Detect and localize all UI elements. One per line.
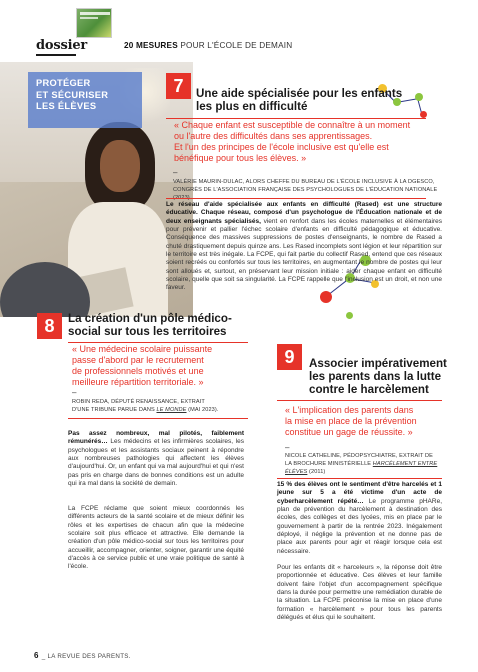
quote-credit-7: VALÉRIE MAURIN-DULAC, ALORS CHEFFE DU BUREAU DE L'ÉCOLE INCLUSIVE À LA DGESCO, CONGRÈS DE L'ASSOCIATION FRANÇAISE DES PSYCHOLOGUES DE L'ÉDUCATION NATIONALE: [173, 179, 438, 193]
banner-line-1: PROTÉGER: [36, 78, 91, 88]
page-header: [0, 0, 478, 60]
section-number-7: 7: [166, 73, 191, 99]
section-number-9: 9: [277, 344, 302, 370]
section-number-8: 8: [37, 313, 62, 339]
publication-name: _ LA REVUE DES PARENTS.: [41, 653, 131, 660]
quote-dash: –: [173, 168, 178, 177]
quote-dash: –: [72, 388, 77, 397]
quote-divider: [277, 400, 442, 401]
magazine-cover-thumbnail-icon: [76, 8, 112, 38]
quote-credit-8: ROBIN REDA, DÉPUTÉ RENAISSANCE, EXTRAIT D'UNE TRIBUNE PARUE DANS LE MONDE (MAI 2023).: [72, 399, 219, 413]
section-label: dossier: [36, 38, 88, 53]
banner-line-2: ET SÉCURISER: [36, 89, 109, 100]
quote-credit-9: NICOLE CATHELINE, PÉDOPSYCHIATRE, EXTRAIT DE LA BROCHURE MINISTÉRIELLE HARCÈLEMENT ENTRE ÉLÈVES (2011): [285, 453, 438, 475]
section-body-8-para2: La FCPE réclame que soient mieux coordonnés les différents acteurs de la santé scolaire et de mieux définir les rôles et les expertises de chacun afin que la médecine scolaire soit plus efficace et attractive. Elle demande la création d'un pôle médico-social sur tous les territoires pour accueillir, accompagner, orienter, soigner, garantir une équité d'accès à ce service public et une vraie politique de santé à l'école.: [68, 505, 244, 571]
section-body-7: Le réseau d'aide spécialisée aux enfants en difficulté (Rased) est une structure éducative. Chaque réseau, composé d'un psychologue de l'Éducation nationale et de deux enseignants spécialisés, vient en renfort dans les écoles maternelles et élémentaires pour prévenir et pallier l'échec scolaire d'enfants en difficulté pédagogique et éducative. Conséquence des massives suppressions de postes d'enseignants, le nombre de Rased a chuté drastiquement depuis quinze ans. Les Rased incomplets sont légion et leur répartition sur le territoire est très inégale. La FCPE, qui fait partie du collectif Rased, entend que ces réseaux soient recréés ou confortés sur tous les territoires, en augmentant le nombre de postes qui leur sont alloués et, surtout, en préservant leur mission initiale : aider chaque enfant en difficulté scolaire, quelle que soit sa singularité. La FCPE rappelle que l'inclusion est un droit, et non une faveur.: [166, 201, 442, 292]
quote-8: « Une médecine scolaire puissante passe d'abord par le recrutement de professionnels motivés et une meilleure répartition territoriale. »: [72, 344, 213, 387]
header-underline: [36, 54, 76, 56]
quote-dash: –: [285, 443, 290, 452]
header-title: 20 MESURES POUR L'ÉCOLE DE DEMAIN: [124, 41, 293, 50]
section-body-8: Pas assez nombreux, mal pilotés, faiblement rémunérés… Les médecins et les infirmières scolaires, les psychologues et les assistants sociaux peinent à répondre aux nombreuses pathologies qui affectent les élèves d'aujourd'hui. Or, un enfant qui va mal aujourd'hui et qui n'est pas pris en charge dans de bonnes conditions est un adulte qui ira mal dans la société de demain.: [68, 430, 244, 488]
page-number: 6: [34, 651, 39, 660]
section-body-9: 15 % des élèves ont le sentiment d'être harcelés et 1 jeune sur 5 a été victime d'un acte de cyberharcèlement répété… Le programme pHARe, plan de prévention du harcèlement à destination des écoles, des collèges et des lycées, mis en place par le gouvernement à partir de la rentrée 2023. Inégalement déployé, il néglige la prévention et ne donne pas de place aux parents pour agir et réagir lorsque cela est nécessaire.: [277, 481, 442, 555]
theme-banner: [28, 72, 142, 128]
quote-9: « L'implication des parents dans la mise en place de la prévention constitue un gage de réussite. »: [285, 405, 417, 437]
section-title-8: La création d'un pôle médico- social sur tous les territoires: [68, 312, 232, 338]
quote-divider: [277, 478, 442, 479]
quote-divider: [68, 342, 248, 343]
quote-divider: [166, 198, 426, 199]
quote-7: « Chaque enfant est susceptible de connaître à un moment ou l'autre des difficultés dans ses apprentissages. Et l'un des principes de l'école inclusive est qu'elle est bénéfique pour tous les élèves. »: [174, 120, 411, 163]
quote-divider: [68, 418, 248, 419]
quote-divider: [166, 118, 426, 119]
section-title-7: Une aide spécialisée pour les enfants les plus en difficulté: [196, 87, 403, 113]
page-footer: [34, 651, 131, 660]
section-body-9-para2: Pour les enfants dit « harceleurs », la réponse doit être proportionnée et éducative. Ces élèves et leur famille doivent faire l'objet d'un accompagnement spécifique dans la durée pour permettre une remédiation durable de la situation. La FCPE préconise la mise en place d'une formation « harcèlement » pour tous les parents délégués et élus qui le souhaitent.: [277, 564, 442, 622]
banner-line-3: LES ÉLÈVES: [36, 101, 97, 111]
section-title-9: Associer impérativement les parents dans la lutte contre le harcèlement: [309, 357, 447, 396]
